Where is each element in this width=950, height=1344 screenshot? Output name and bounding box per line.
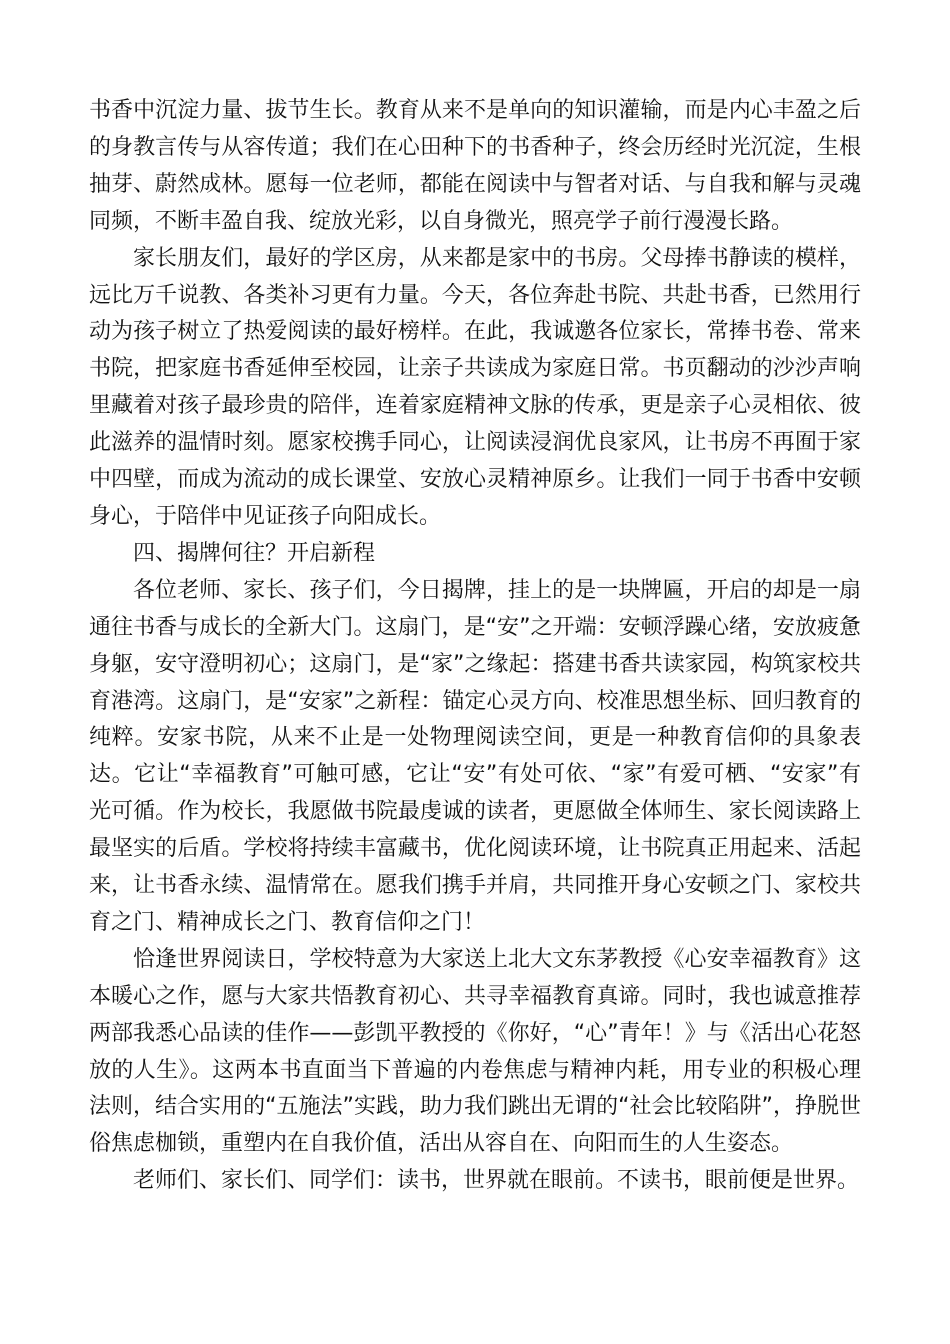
paragraph-closing: 老师们、家长们、同学们：读书，世界就在眼前。不读书，眼前便是世界。 — [133, 1168, 860, 1194]
paragraph-teachers-growth: 书香中沉淀力量、拔节生长。教育从来不是单向的知识灌输，而是内心丰盈之后的身教言传与从容传道；我们在心田种下的书香种子，终会历经时光沉淀，生根抽芽、蔚然成林。愿每一位老师，都能在阅读中与智者对话、与自我和解与灵魂同频，不断丰盈自我、绽放光彩，以自身微光，照亮学子前行漫漫长路。 — [89, 98, 861, 234]
paragraph-unveiling-door: 各位老师、家长、孩子们，今日揭牌，挂上的是一块牌匾，开启的却是一扇通往书香与成长的全新大门。这扇门，是“安”之开端：安顿浮躁心绪，安放疲惫身躯，安守澄明初心；这扇门，是“家”之缘起：搭建书香共读家园，构筑家校共育港湾。这扇门，是“安家”之新程：锚定心灵方向、校准思想坐标、回归教育的纯粹。安家书院，从来不止是一处物理阅读空间，更是一种教育信仰的具象表达。它让“幸福教育”可触可感，它让“安”有处可依、“家”有爱可栖、“安家”有光可循。作为校长，我愿做书院最虔诚的读者，更愿做全体师生、家长阅读路上最坚实的后盾。学校将持续丰富藏书，优化阅读环境，让书院真正用起来、活起来，让书香永续、温情常在。愿我们携手并肩，共同推开身心安顿之门、家校共育之门、精神成长之门、教育信仰之门！ — [89, 577, 861, 935]
document-page — [89, 93, 861, 1200]
paragraph-parents-reading: 家长朋友们，最好的学区房，从来都是家中的书房。父母捧书静读的模样，远比万千说教、各类补习更有力量。今天，各位奔赴书院、共赴书香，已然用行动为孩子树立了热爱阅读的最好榜样。在此，我诚邀各位家长，常捧书卷、常来书院，把家庭书香延伸至校园，让亲子共读成为家庭日常。书页翻动的沙沙声响里藏着对孩子最珍贵的陪伴，连着家庭精神文脉的传承，更是亲子心灵相依、彼此滋养的温情时刻。愿家校携手同心，让阅读浸润优良家风，让书房不再囿于家中四壁，而成为流动的成长课堂、安放心灵精神原乡。让我们一同于书香中安顿身心，于陪伴中见证孩子向阳成长。 — [89, 245, 861, 529]
paragraph-book-recommendation: 恰逢世界阅读日，学校特意为大家送上北大文东茅教授《心安幸福教育》这本暖心之作，愿与大家共悟教育初心、共寻幸福教育真谛。同时，我也诚意推荐两部我悉心品读的佳作——彭凯平教授的《你好，“心”青年！》与《活出心花怒放的人生》。这两本书直面当下普遍的内卷焦虑与精神内耗，用专业的积极心理法则，结合实用的“五施法”实践，助力我们跳出无谓的“社会比较陷阱”，挣脱世俗焦虑枷锁，重塑内在自我价值，活出从容自在、向阳而生的人生姿态。 — [89, 946, 861, 1157]
section-heading-four: 四、揭牌何往？开启新程 — [133, 540, 376, 566]
